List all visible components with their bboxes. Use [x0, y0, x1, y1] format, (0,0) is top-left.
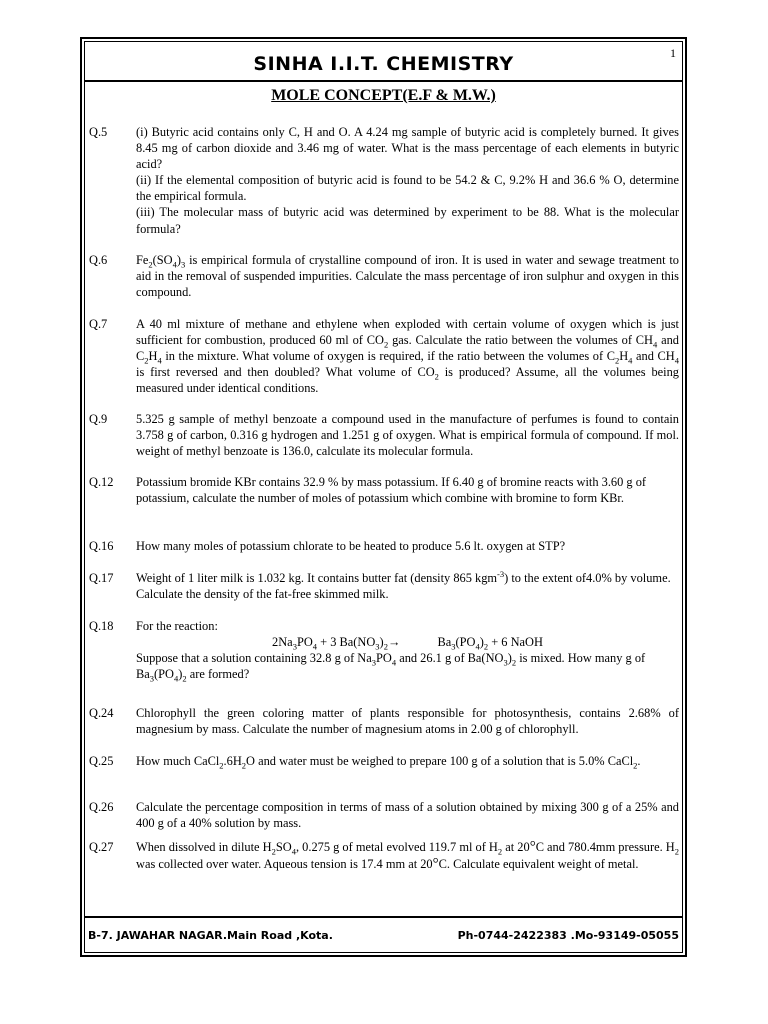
question-text: 5.325 g sample of methyl benzoate a compound used in the manufacture of perfumes is found to contain 3.758 g of carbon, 0.316 g hydrogen and 1.251 g of oxygen. What is empirical formula of compound. If mol. weight of methyl benzoate is 136.0, calculate its molecular formula. [136, 412, 679, 459]
question-number: Q.24 [89, 706, 114, 720]
question-q17 [89, 570, 679, 602]
question-q7 [89, 316, 679, 396]
question-q9 [89, 411, 679, 459]
question-text: How much $CaCl_2.6H_2O$ and water must be weighed to prepare 100 g of a solution that is 5.0% CaCl$_2$. [136, 754, 641, 771]
page-subtitle: MOLE CONCEPT(E.F & M.W.) [271, 87, 496, 104]
question-part: (iii) The molecular mass of butyric acid was determined by experiment to be 88. What is the molecular formula? [136, 205, 679, 236]
question-number: Q.26 [89, 800, 114, 814]
question-part: (i) Butyric acid contains only C, H and O. A 4.24 mg sample of butyric acid is completely burned. It gives 8.45 mg of carbon dioxide and 3.46 mg of water. What is the mass percentage of each elements in butyric acid? [136, 125, 679, 172]
title-divider [84, 80, 683, 82]
question-number: Q.5 [89, 125, 108, 139]
question-q6 [89, 252, 679, 300]
question-text: Suppose that a solution containing 32.8 g of $Na_3PO_4$ and 26.1 g of $Ba(NO_3)_2$ is mixed. How many g of $Ba_3(PO_4)_2$ are formed? [136, 651, 646, 684]
question-text: A 40 ml mixture of methane and ethylene when exploded with certain volume of oxygen which is just sufficient for combustion, produced 60 ml of $CO_2$ gas. Calculate the ratio between the volumes of $CH_4$ and $C_2H_4$ in the mixture. What volume of oxygen is required, if the ratio between the volumes of $C_2H_4$ and $CH_4$ is first reversed and then doubled? What volume of $CO_2$ is produced? Assume, all the volumes being measured under identical conditions. [136, 317, 680, 396]
question-text: Potassium bromide KBr contains 32.9 % by mass potassium. If 6.40 g of bromine reacts with 3.60 g of potassium, calculate the number of moles of potassium which combine with bromine to form KBr. [136, 475, 647, 506]
question-number: Q.9 [89, 412, 108, 426]
question-q26 [89, 799, 679, 831]
question-text: How many moles of potassium chlorate to be heated to produce 5.6 lt. oxygen at STP? [136, 539, 566, 553]
footer-divider [84, 916, 683, 918]
question-number: Q.25 [89, 754, 114, 768]
page-number: 1 [670, 46, 676, 60]
question-intro: For the reaction: [136, 619, 218, 633]
reaction-equation: $2Na_3PO_4 + 3$ $Ba(NO_3)_2\to$ $Ba_3(PO_4)_2 + 6$ NaOH [272, 635, 543, 652]
question-q18 [89, 618, 679, 682]
question-q24 [89, 705, 679, 737]
question-number: Q.27 [89, 840, 114, 854]
question-q25 [89, 753, 679, 769]
question-part: (ii) If the elemental composition of butyric acid is found to be 54.2 & C, 9.2% H and 36.6 % O, determine the empirical formula. [136, 173, 679, 204]
footer-phone: Ph-0744-2422383 .Mo-93149-05055 [457, 929, 679, 942]
question-number: Q.6 [89, 253, 108, 267]
question-number: Q.12 [89, 475, 114, 489]
question-text: Weight of 1 liter milk is 1.032 kg. It contains butter fat (density 865 kgm$^{-3}$) to the extent of4.0% by volume. Calculate the density of the fat-free skimmed milk. [136, 568, 671, 602]
question-q12 [89, 474, 679, 506]
page-title: SINHA I.I.T. CHEMISTRY [253, 53, 514, 75]
question-number: Q.17 [89, 571, 114, 585]
question-text: Chlorophyll the green coloring matter of plants responsible for photosynthesis, contains 2.68% of magnesium by mass. Calculate the number of magnesium atoms in 2.00 g of chlorophyll. [136, 706, 679, 737]
question-number: Q.7 [89, 317, 108, 331]
question-number: Q.18 [89, 619, 114, 633]
question-q27 [89, 839, 679, 873]
question-text: Calculate the percentage composition in terms of mass of a solution obtained by mixing 300 g of a 25% and 400 g of a 40% solution by mass. [136, 800, 679, 831]
question-number: Q.16 [89, 539, 114, 553]
question-q5 [89, 124, 679, 237]
question-text: When dissolved in dilute $H_2SO_4$, 0.275 g of metal evolved 119.7 ml of $H_2$ at 20°C and 780.4mm pressure. $H_2$ was collected over water. Aqueous tension is 17.4 mm at 20°C. Calculate equivalent weight of metal. [136, 839, 679, 872]
footer-address: B-7. JAWAHAR NAGAR.Main Road ,Kota. [88, 929, 333, 942]
question-text: $Fe_2(SO_4)_3$ is empirical formula of crystalline compound of iron. It is used in water and sewage treatment to aid in the removal of suspended impurities. Calculate the mass percentage of iron sulphur and oxygen in this compound. [136, 253, 679, 300]
question-q16 [89, 538, 679, 554]
